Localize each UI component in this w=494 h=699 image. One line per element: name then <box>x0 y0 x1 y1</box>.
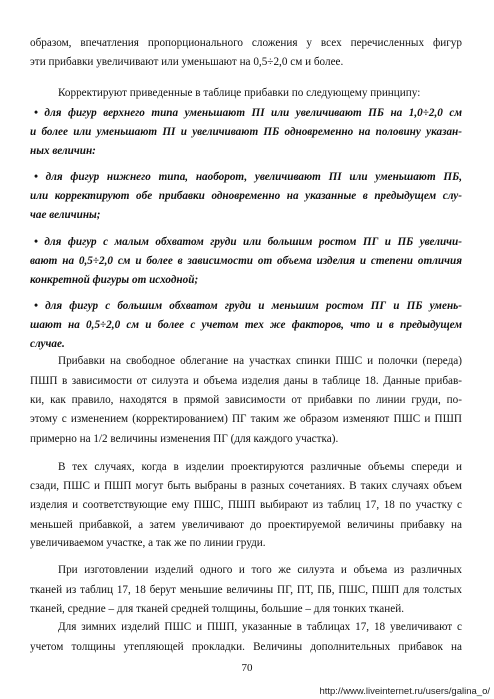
text-line: меньшей прибавкой, а затем увеличивают до проектируемой величины прибавку на <box>30 519 462 531</box>
text-line: или корректируют обе прибавки одновременно на указанные в предыдущем слу- <box>30 190 462 202</box>
text-line: Корректируют приведенные в таблице прибавки по следующему принципу: <box>58 87 421 99</box>
text-line: • для фигур нижнего типа, наоборот, увеличивают ПІ или уменьшают ПБ, <box>34 171 462 183</box>
text-line: примерно на 1/2 величины изменения ПГ (для каждого участка). <box>30 433 339 445</box>
page-number: 70 <box>241 662 253 674</box>
text-line: ных величин: <box>30 145 96 157</box>
text-line: и более или уменьшают ПІ и увеличивают ПБ одновременно на половину указан- <box>30 126 462 138</box>
text-line: • для фигур с большим обхватом груди и меньшим ростом ПГ и ПБ умень- <box>34 300 462 312</box>
text-line: ПШП в зависимости от силуэта и объема изделия даны в таблице 18. Данные прибав- <box>30 375 462 387</box>
text-line: При изготовлении изделий одного и того же силуэта и объема из различных <box>58 564 462 576</box>
watermark-url: http://www.liveinternet.ru/users/galina_o/ <box>319 686 490 697</box>
text-line: учетом толщины утепляющей прокладки. Величины дополнительных прибавок на <box>30 641 462 653</box>
text-line: шают на 0,5÷2,0 см и более с учетом тех же факторов, что и в предыдущем <box>30 319 462 331</box>
text-line: • для фигур с малым обхватом груди или большим ростом ПГ и ПБ увеличи- <box>34 236 462 248</box>
text-line: Для зимних изделий ПШС и ПШП, указанные в таблицах 17, 18 увеличивают с <box>58 621 462 633</box>
text-line: эти прибавки увеличивают или уменьшают на 0,5÷2,0 см и более. <box>30 56 344 68</box>
text-line: тканей из таблиц 17, 18 берут меньшие величины ПГ, ПТ, ПБ, ПШС, ПШП для толстых <box>30 584 462 596</box>
text-line: увеличиваемом участке, а так же по линии груди. <box>30 537 266 549</box>
text-line: • для фигур верхнего типа уменьшают ПІ или увеличивают ПБ на 1,0÷2,0 см <box>34 107 462 119</box>
text-line: этому с изменением (корректированием) ПГ таким же образом изменяют ПШС и ПШП <box>30 413 462 425</box>
text-line: вают на 0,5÷2,0 см и более в зависимости от объема изделия и степени отличия <box>30 255 462 267</box>
text-line: ки, как правило, находятся в прямой зависимости от прибавки по линии груди, по- <box>30 394 462 406</box>
text-line: образом, впечатления пропорционального сложения у всех перечисленных фигур <box>30 37 462 49</box>
text-line: изделия и соответствующие ему ПШС, ПШП выбирают из таблиц 17, 18 по участку с <box>30 499 462 511</box>
text-line: случае. <box>30 338 65 350</box>
text-line: конкретной фигуры от исходной; <box>30 274 199 286</box>
text-line: Прибавки на свободное облегание на участках спинки ПШС и полочки (переда) <box>58 355 462 367</box>
text-line: чае величины; <box>30 209 101 221</box>
text-line: В тех случаях, когда в изделии проектируются различные объемы спереди и <box>58 461 462 473</box>
text-line: сзади, ПШС и ПШП могут быть выбраны в разных сочетаниях. В таких случаях объем <box>30 480 462 492</box>
text-line: тканей, средние – для тканей средней толщины, большие – для тонких тканей. <box>30 603 404 615</box>
